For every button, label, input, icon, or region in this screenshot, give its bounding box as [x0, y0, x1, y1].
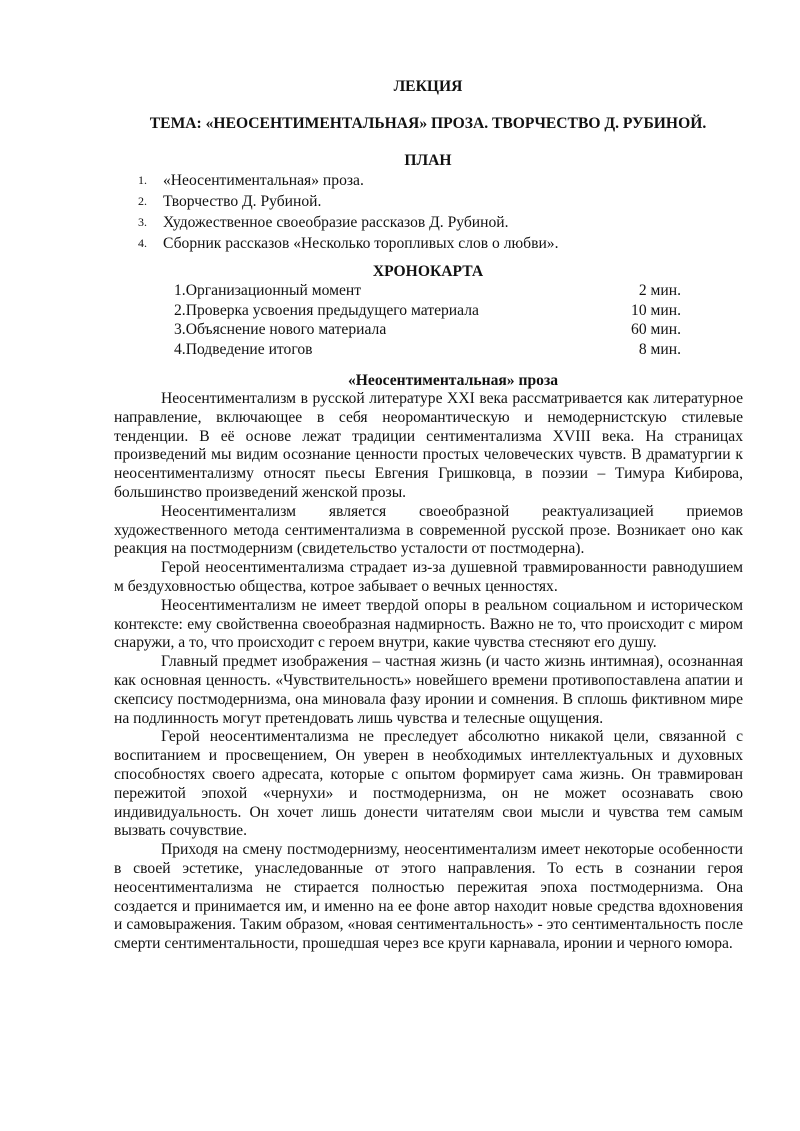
plan-item	[138, 191, 559, 212]
body-paragraph: Приходя на смену постмодернизму, неосентиментализм имеет некоторые особенности в своей эстетике, унаследованные от этого направления. То есть в сознании героя неосентиментализма не стирается полностью пережитая эпоха постмодернизма. Она создается и принимается им, и именно на ее фоне автор находит новые средства вдохновения и самовыражения. Таким образом, «новая сентиментальность» - это сентиментальность после смерти сентиментальности, прошедшая через все круги карнавала, иронии и черного юмора.	[114, 841, 743, 953]
chronocard-row	[174, 301, 681, 321]
plan-item	[138, 212, 559, 233]
chronocard-row	[174, 281, 681, 301]
plan-item-text: Художественное своеобразие рассказов Д. Рубиной.	[163, 214, 509, 231]
chronocard-duration: 60 мин.	[631, 321, 681, 338]
chronocard-row	[174, 320, 681, 340]
plan-item-text: Творчество Д. Рубиной.	[163, 193, 322, 210]
plan-item-text: «Неосентиментальная» проза.	[163, 172, 364, 189]
lecture-title: ЛЕКЦИЯ	[393, 78, 463, 95]
plan-item-number: 1.	[138, 173, 147, 187]
plan-item-number: 2.	[138, 194, 147, 208]
body-paragraph: Герой неосентиментализма не преследует абсолютно никакой цели, связанной с воспитанием и просвещением, Он уверен в необходимых интеллектуальных и духовных способностях своего адресата, которые с опытом формирует сама жизнь. Он травмирован пережитой эпохой «чернухи» и постмодернизма, он не может осознавать свою индивидуальность. Он хочет лишь донести читателям свои мысли и чувства тем самым вызвать сочувствие.	[114, 728, 743, 840]
chronocard-stage: 4.Подведение итогов	[174, 340, 313, 358]
chronocard-title: ХРОНОКАРТА	[372, 263, 484, 280]
body-paragraph: Неосентиментализм является своеобразной реактуализацией приемов художественного метода сентиментализма в современной русской прозе. Возникает оно как реакция на постмодернизм (свидетельство усталости от постмодерна).	[114, 502, 743, 558]
section-heading: «Неосентиментальная» проза	[347, 372, 559, 389]
body-paragraph: Неосентиментализм не имеет твердой опоры в реальном социальном и историческом контексте: ему свойственна своеобразная надмирность. Важно не то, что происходит с миром снаружи, а то, что происходит с героем внутри, какие чувства стесняют его душу.	[114, 596, 743, 652]
chronocard-stage: 1.Организационный момент	[174, 282, 362, 299]
chronocard-stage: 3.Объяснение нового материала	[174, 321, 387, 338]
chronocard-duration: 2 мин.	[638, 282, 681, 299]
chronocard-duration: 8 мин.	[638, 340, 681, 358]
body-paragraph: Неосентиментализм в русской литературе XXI века рассматривается как литературное направление, включающее в себя неоромантическую и немодернистскую стилевые тенденции. В её основе лежат традиции сентиментализма XVIII века. На страницах произведений мы видим осознание ценности простых человеческих чувств. В драматургии к неосентиментализму относят пьесы Евгения Гришковца, в поэзии – Тимура Кибирова, большинство произведений женской прозы.	[114, 390, 743, 501]
section-body	[114, 390, 743, 954]
plan-item-number: 4.	[138, 236, 147, 250]
plan-list	[138, 170, 559, 254]
topic-title: ТЕМА: «НЕОСЕНТИМЕНТАЛЬНАЯ» ПРОЗА. ТВОРЧЕСТВО Д. РУБИНОЙ.	[149, 115, 707, 132]
plan-item	[138, 170, 559, 191]
chronocard-row	[174, 340, 681, 360]
plan-item-text: Сборник рассказов «Несколько торопливых слов о любви».	[163, 235, 559, 252]
plan-item-number: 3.	[138, 215, 147, 229]
plan-title: ПЛАН	[404, 152, 452, 169]
chronocard-stage: 2.Проверка усвоения предыдущего материала	[174, 301, 479, 319]
body-paragraph: Герой неосентиментализма страдает из-за душевной травмированности равнодушием м бездуховностью общества, котрое забывает о вечных ценностях.	[114, 559, 743, 595]
chronocard-duration: 10 мин.	[631, 301, 681, 319]
plan-item	[138, 233, 559, 254]
body-paragraph: Главный предмет изображения – частная жизнь (и часто жизнь интимная), осознанная как основная ценность. «Чувствительность» новейшего времени противопоставлена апатии и скепсису постмодернизма, она миновала фазу иронии и сомнения. В сплошь фиктивном мире на подлинность могут претендовать лишь чувства и телесные ощущения.	[114, 653, 743, 727]
chronocard-table	[174, 281, 681, 359]
